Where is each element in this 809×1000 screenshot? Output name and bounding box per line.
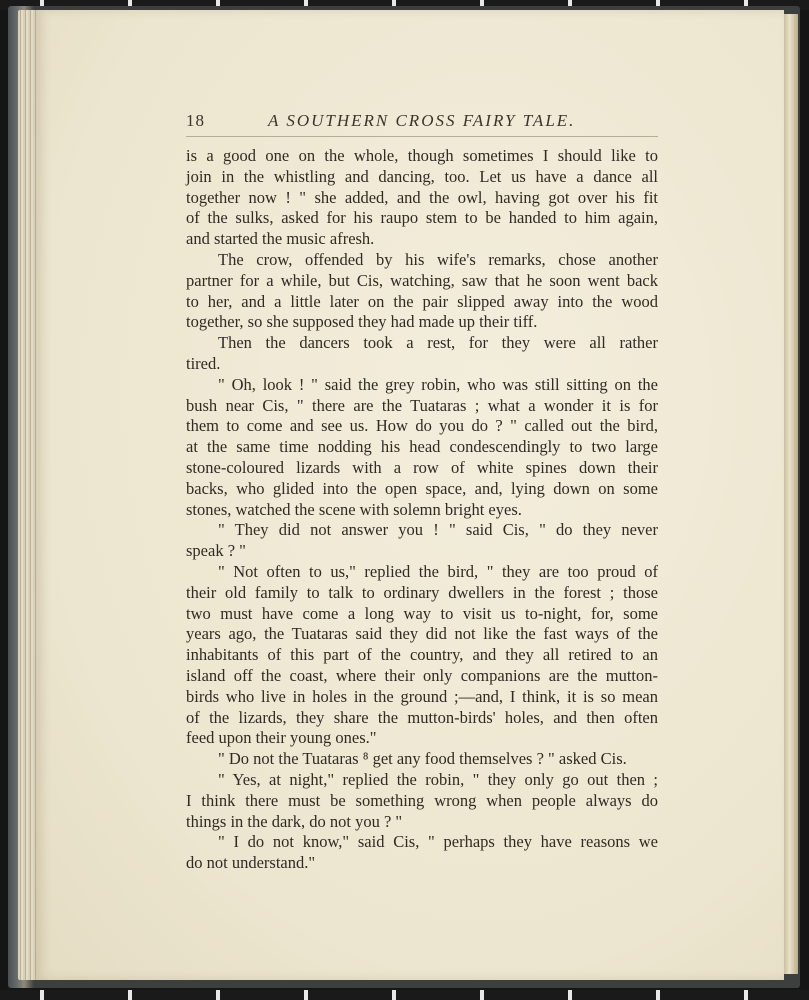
paragraph	[186, 770, 658, 832]
text-line: stones, watched the scene with solemn bright eyes.	[186, 499, 522, 519]
paragraph	[186, 333, 658, 375]
running-header	[186, 108, 660, 132]
text-line: I think there must be something wrong when people always do	[186, 790, 658, 810]
paragraph	[186, 375, 658, 521]
text-line: feed upon their young ones."	[186, 728, 377, 748]
text-line: " Oh, look ! " said the grey robin, who was still sitting on the	[218, 374, 658, 394]
text-line: do not understand."	[186, 853, 316, 873]
text-line: " Not often to us," replied the bird, " they are too proud of	[218, 561, 658, 581]
paragraph	[186, 146, 658, 250]
text-line: inhabitants of this part of the country, and they all retired to an	[186, 645, 658, 665]
running-title: A SOUTHERN CROSS FAIRY TALE.	[268, 111, 576, 130]
text-line: two must have come a long way to visit us to-night, for, some	[186, 603, 658, 623]
header-rule	[186, 136, 658, 137]
page-right-edge	[784, 14, 798, 974]
text-line: partner for a while, but Cis, watching, saw that he soon went back	[186, 270, 658, 290]
text-line: birds who live in holes in the ground ;—and, I think, it is so mean	[186, 686, 658, 706]
text-line: their old family to talk to ordinary dwellers in the forest ; those	[186, 582, 658, 602]
body-text	[186, 146, 658, 874]
text-line: " I do not know," said Cis, " perhaps they have reasons we	[218, 832, 658, 852]
text-line: " Do not the Tuataras ⁸ get any food themselves ? " asked Cis.	[218, 749, 627, 769]
text-line: of the lizards, they share the mutton-birds' holes, and then often	[186, 707, 658, 727]
text-line: The crow, offended by his wife's remarks, chose another	[218, 249, 658, 269]
text-line: of the sulks, asked for his raupo stem to be handed to him again,	[186, 208, 658, 228]
text-line: " Yes, at night," replied the robin, " they only go out then ;	[218, 769, 658, 789]
text-line: things in the dark, do not you ? "	[186, 811, 403, 831]
text-line: them to come and see us. How do you do ? " called out the bird,	[186, 416, 658, 436]
text-line: Then the dancers took a rest, for they were all rather	[218, 333, 658, 353]
text-line: speak ? "	[186, 541, 246, 561]
paragraph	[186, 562, 658, 749]
text-line: island off the coast, where their only companions are the mutton-	[186, 665, 658, 685]
paragraph	[186, 832, 658, 874]
text-line: join in the whistling and dancing, too. Let us have a dance all	[186, 166, 658, 186]
scanner-ruler-bottom	[0, 990, 809, 1000]
text-line: backs, who glided into the open space, and, lying down on some	[186, 478, 658, 498]
text-line: bush near Cis, " there are the Tuataras ; what a wonder it is for	[186, 395, 658, 415]
text-line: at the same time nodding his head condescendingly to two large	[186, 437, 658, 457]
text-line: to her, and a little later on the pair slipped away into the wood	[186, 291, 658, 311]
text-line: tired.	[186, 353, 221, 373]
paragraph	[186, 520, 658, 562]
text-line: years ago, the Tuataras said they did not like the fast ways of the	[186, 624, 658, 644]
text-line: is a good one on the whole, though sometimes I should like to	[186, 146, 658, 165]
text-line: and started the music afresh.	[186, 229, 375, 249]
text-line: " They did not answer you ! " said Cis, " do they never	[218, 520, 658, 540]
text-line: stone-coloured lizards with a row of white spines down their	[186, 457, 658, 477]
paragraph	[186, 749, 658, 770]
page-number: 18	[186, 111, 205, 130]
text-line: together, so she supposed they had made up their tiff.	[186, 312, 538, 332]
text-line: together now ! " she added, and the owl, having got over his fit	[186, 187, 658, 207]
paragraph	[186, 250, 658, 333]
